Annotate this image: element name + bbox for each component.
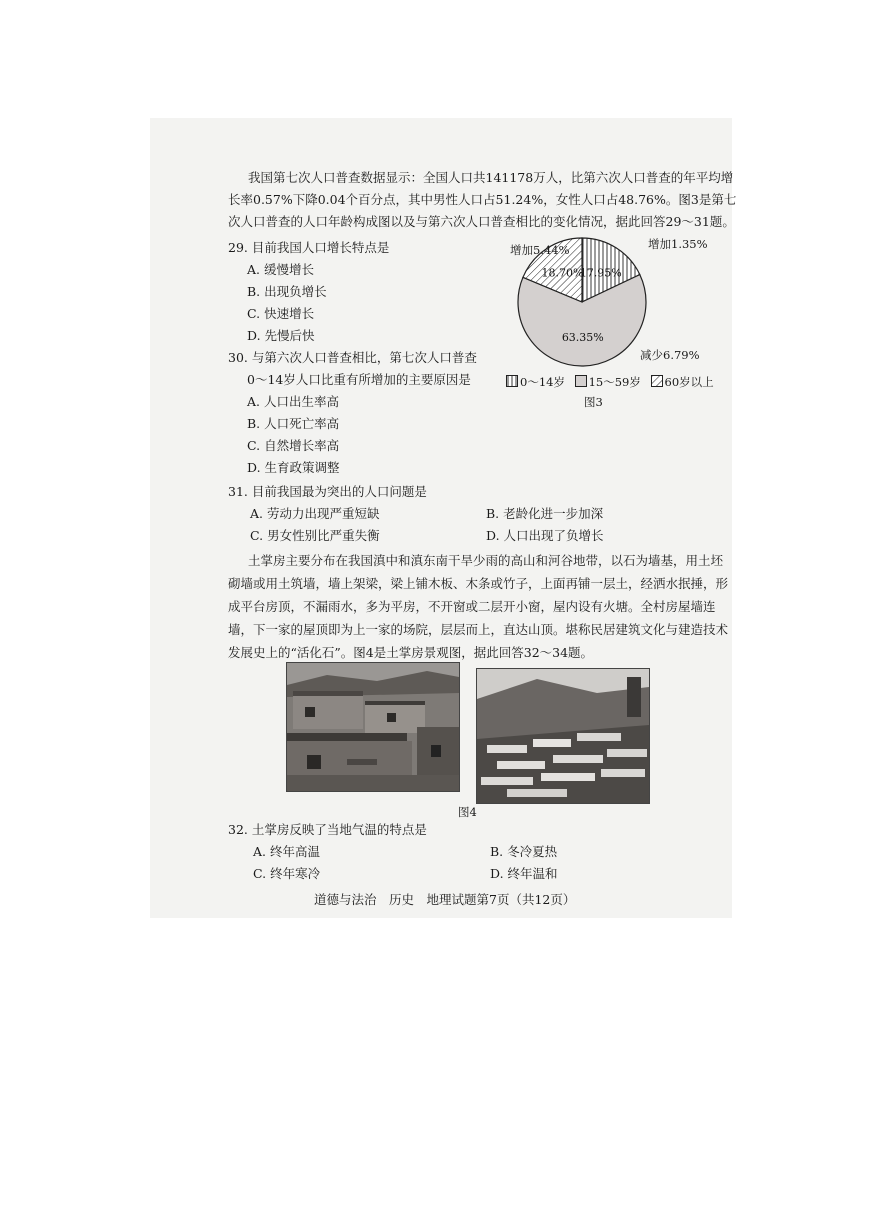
legend-label-0-14: 0～14岁 [520, 375, 565, 389]
legend-swatch-60plus [651, 375, 663, 387]
q32-option-a: A. 终年高温 [253, 844, 320, 859]
annotation-60plus: 增加5.44% [510, 243, 570, 257]
passage2-line-2: 砌墙或用土筑墙，墙上架梁，梁上铺木板、木条或竹子，上面再铺一层土，经洒水抿捶，形 [228, 576, 729, 591]
passage2-line-4: 墙，下一家的屋顶即为上一家的场院，层层而上，直达山顶。堪称民居建筑文化与建造技术 [228, 622, 729, 637]
q31-option-d: D. 人口出现了负增长 [486, 528, 604, 543]
q29-option-a: A. 缓慢增长 [247, 262, 314, 277]
q29-option-b: B. 出现负增长 [247, 284, 327, 299]
q29-stem: 29. 目前我国人口增长特点是 [228, 240, 390, 255]
pie-label-60plus: 18.70% [541, 266, 584, 280]
q31-stem: 31. 目前我国最为突出的人口问题是 [228, 484, 427, 499]
legend-swatch-15-59 [575, 375, 587, 387]
intro-line-2: 长率0.57%下降0.04个百分点，其中男性人口占51.24%，女性人口占48.76%。图3是第七 [228, 192, 737, 207]
legend-swatch-0-14 [506, 375, 518, 387]
q32-option-b: B. 冬冷夏热 [490, 844, 558, 859]
intro-line-3: 次人口普查的人口年龄构成图以及与第六次人口普查相比的变化情况，据此回答29～31题。 [228, 214, 735, 229]
figure-3-caption: 图3 [584, 395, 603, 409]
q30-stem-1: 30. 与第六次人口普查相比，第七次人口普查 [228, 350, 477, 365]
legend-label-15-59: 15～59岁 [588, 375, 641, 389]
legend-label-60plus: 60岁以上 [664, 375, 714, 389]
q31-option-a: A. 劳动力出现严重短缺 [250, 506, 380, 521]
q29-option-d: D. 先慢后快 [247, 328, 315, 343]
pie-label-15-59: 63.35% [561, 331, 604, 345]
pie-label-0-14: 17.95% [579, 266, 622, 280]
q30-option-b: B. 人口死亡率高 [247, 416, 340, 431]
q30-option-d: D. 生育政策调整 [247, 460, 340, 475]
page-footer: 道德与法治 历史 地理试题第7页（共12页） [314, 892, 576, 907]
tuzhangfang-photo-left [286, 662, 460, 792]
figure-4-caption: 图4 [458, 805, 477, 819]
annotation-15-59: 减少6.79% [640, 348, 700, 362]
intro-line-1: 我国第七次人口普查数据显示：全国人口共141178万人，比第六次人口普查的年平均增 [248, 170, 734, 185]
q29-option-c: C. 快速增长 [247, 306, 315, 321]
passage2-line-5: 发展史上的“活化石”。图4是土掌房景观图，据此回答32～34题。 [228, 645, 594, 660]
pie-legend [506, 374, 714, 390]
annotation-0-14: 增加1.35% [648, 237, 708, 251]
q32-option-d: D. 终年温和 [490, 866, 558, 881]
q31-option-c: C. 男女性别比严重失衡 [250, 528, 380, 543]
q32-option-c: C. 终年寒冷 [253, 866, 321, 881]
q32-stem: 32. 土掌房反映了当地气温的特点是 [228, 822, 427, 837]
q30-stem-2: 0～14岁人口比重有所增加的主要原因是 [247, 372, 471, 387]
q30-option-c: C. 自然增长率高 [247, 438, 340, 453]
q30-option-a: A. 人口出生率高 [247, 394, 339, 409]
passage2-line-3: 成平台房顶，不漏雨水，多为平房，不开窗或二层开小窗，屋内设有火塘。全村房屋墙连 [228, 599, 716, 614]
q31-option-b: B. 老龄化进一步加深 [486, 506, 604, 521]
tuzhangfang-photo-right [476, 668, 650, 804]
passage2-line-1: 土掌房主要分布在我国滇中和滇东南干旱少雨的高山和河谷地带，以石为墙基，用土坯 [248, 553, 724, 568]
